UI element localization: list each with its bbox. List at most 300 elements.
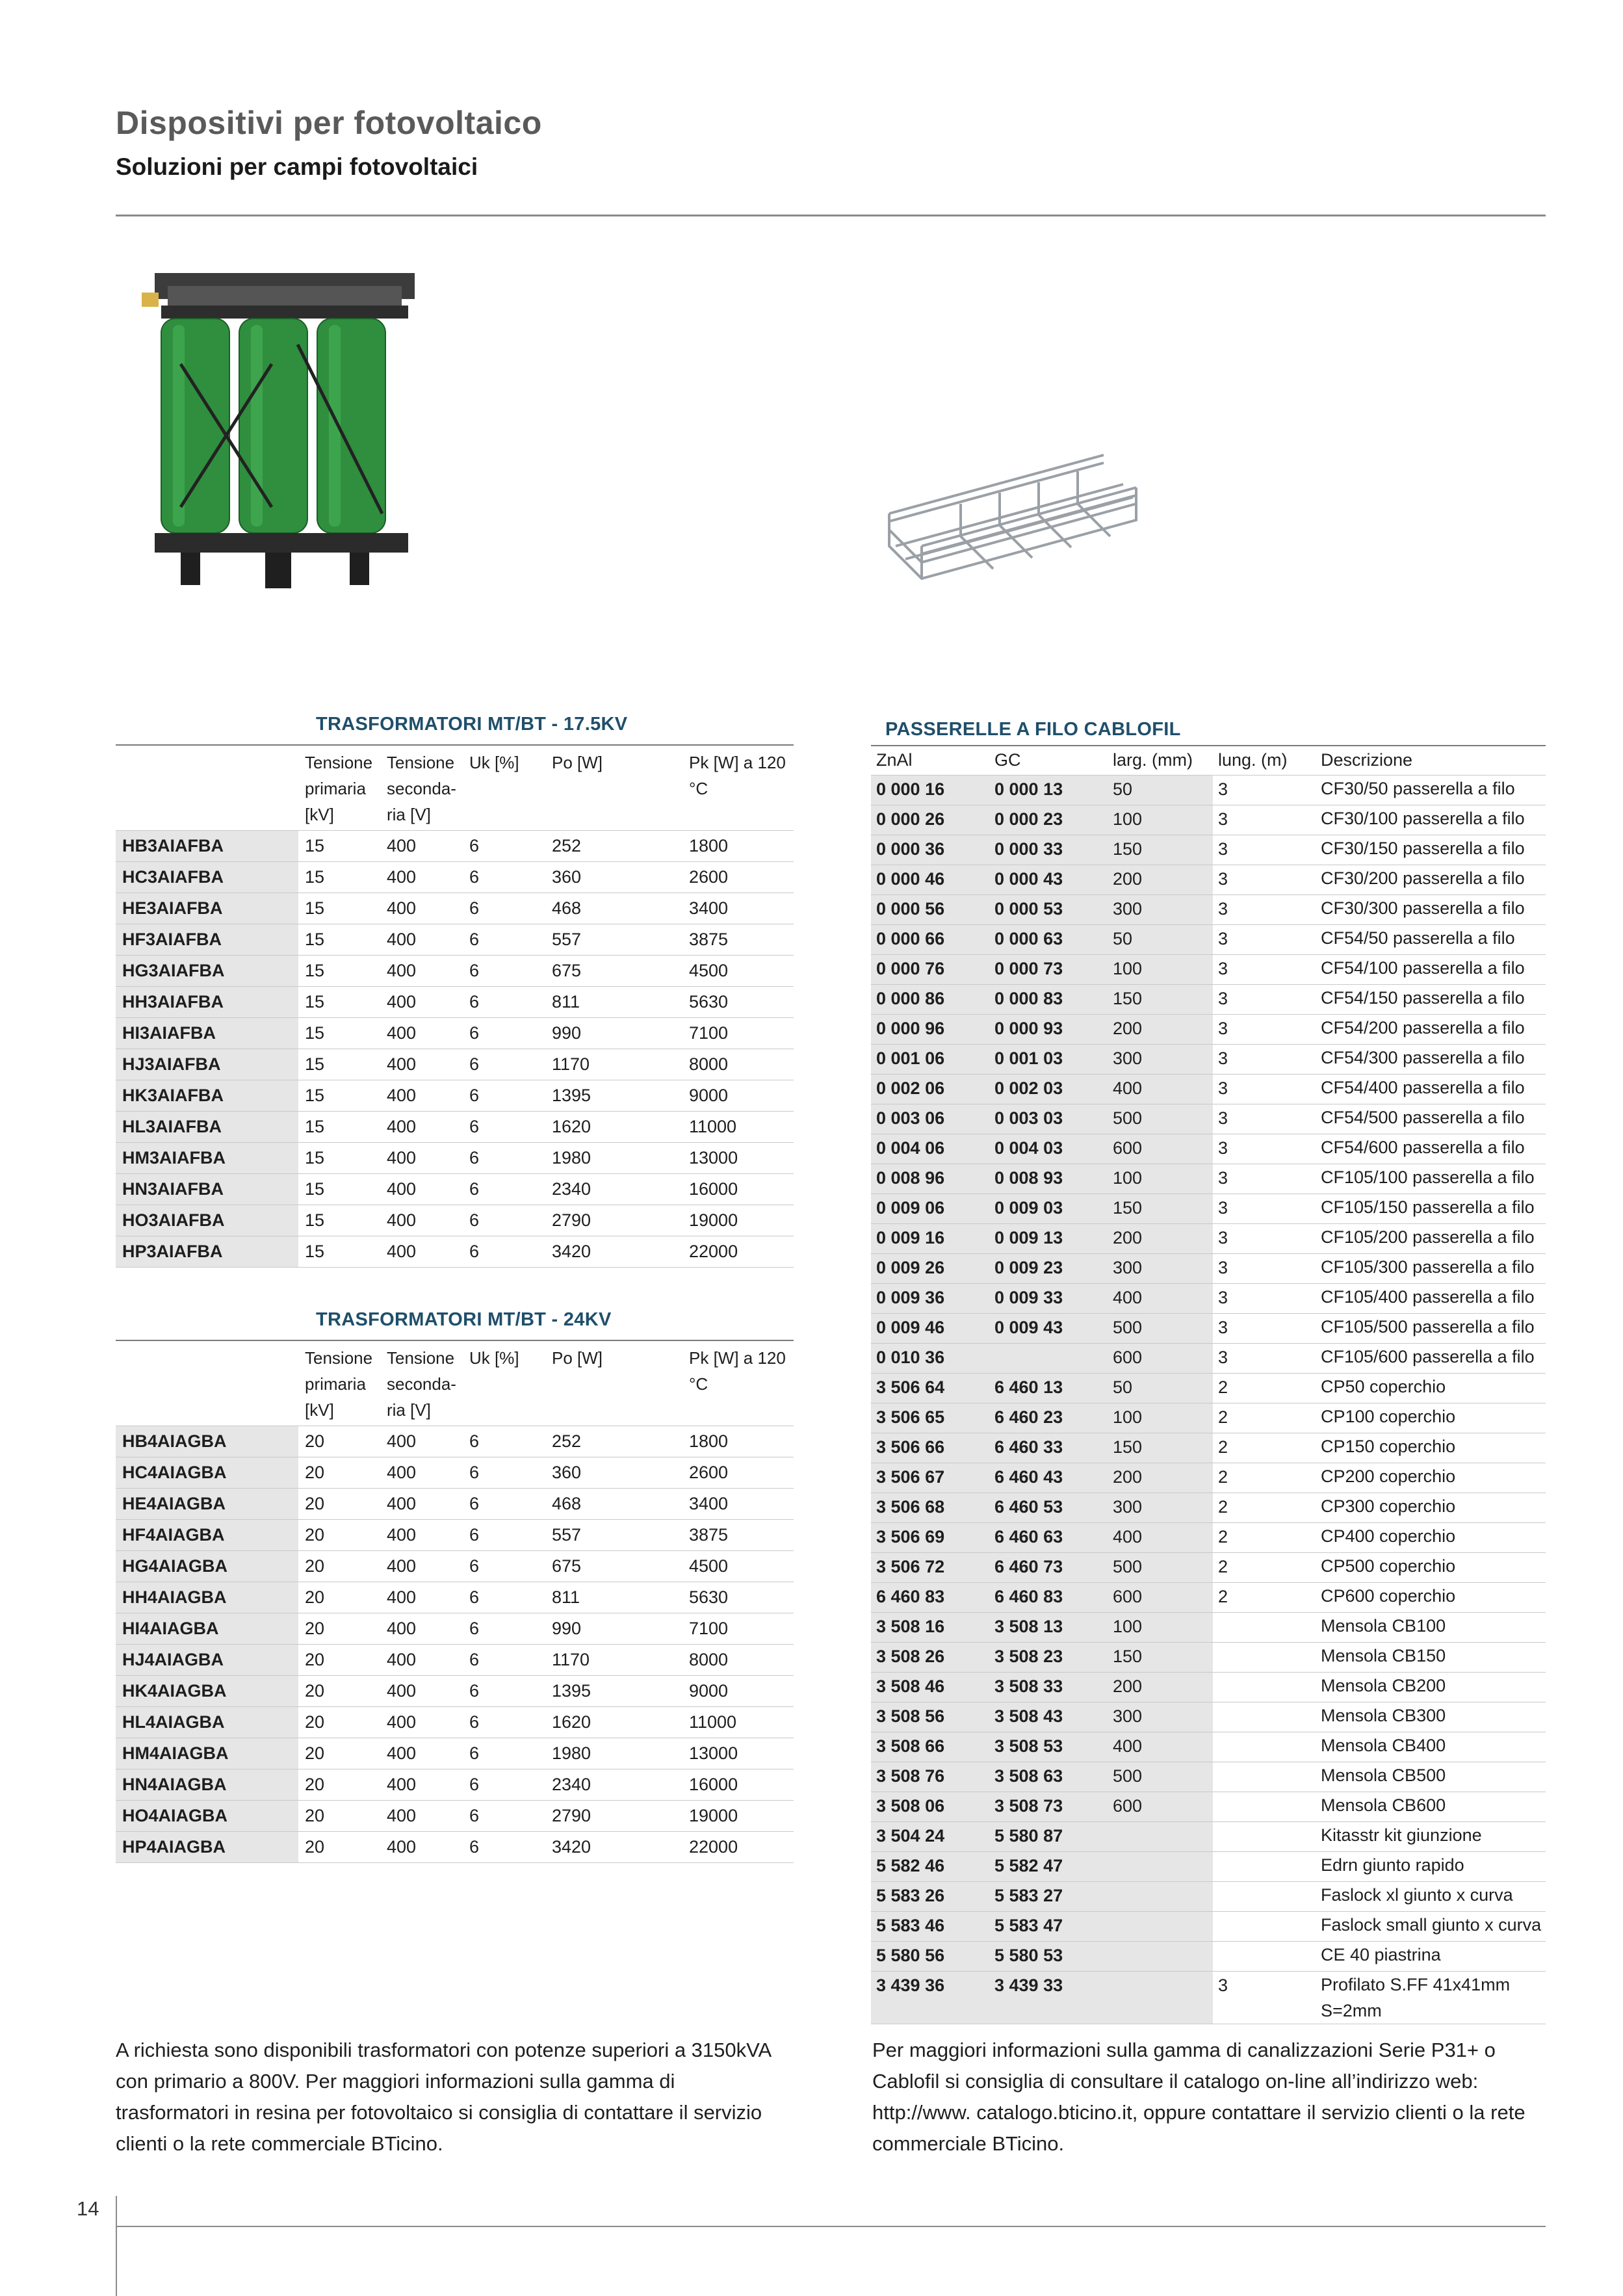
header-larg: larg. (mm) <box>1108 746 1213 776</box>
table-cell: 50 <box>1108 925 1213 955</box>
code-znal: 3 506 72 <box>871 1553 989 1583</box>
table-cell <box>1213 1732 1316 1762</box>
code-znal: 5 582 46 <box>871 1852 989 1882</box>
table-row <box>871 805 1546 835</box>
table-cell: CP300 coperchio <box>1316 1493 1546 1523</box>
table-cell: 6 <box>463 1832 545 1863</box>
code-znal: 0 009 06 <box>871 1194 989 1224</box>
table-cell: 400 <box>380 1520 463 1551</box>
table-cell: 2340 <box>545 1769 682 1801</box>
code-znal: 0 000 56 <box>871 895 989 925</box>
code-gc: 5 582 47 <box>989 1852 1108 1882</box>
table-cell: 6 <box>463 893 545 924</box>
product-code: HE3AIAFBA <box>116 893 298 924</box>
product-code: HH4AIAGBA <box>116 1582 298 1613</box>
table-cell: 3 <box>1213 1284 1316 1314</box>
table-cell <box>1108 1942 1213 1972</box>
table-row <box>871 1075 1546 1104</box>
header-descrizione: Descrizione <box>1316 746 1546 776</box>
code-znal: 3 508 66 <box>871 1732 989 1762</box>
table-cell: 300 <box>1108 895 1213 925</box>
code-gc: 6 460 63 <box>989 1523 1108 1553</box>
table-row <box>871 1762 1546 1792</box>
table-cell: 2 <box>1213 1523 1316 1553</box>
table-cell: 557 <box>545 924 682 956</box>
table-cell: 15 <box>298 1174 380 1205</box>
code-znal: 0 000 66 <box>871 925 989 955</box>
table-cell: 3 <box>1213 805 1316 835</box>
table-cell: Mensola CB400 <box>1316 1732 1546 1762</box>
code-znal: 3 508 16 <box>871 1613 989 1643</box>
table-row <box>116 1738 794 1769</box>
table-cell: 2600 <box>682 1457 794 1489</box>
code-gc: 0 009 03 <box>989 1194 1108 1224</box>
table-cell: 468 <box>545 1489 682 1520</box>
table-cell: Profilato S.FF 41x41mm S=2mm <box>1316 1972 1546 2024</box>
code-znal: 0 000 46 <box>871 865 989 895</box>
table-cell: 100 <box>1108 955 1213 985</box>
table-row <box>871 1433 1546 1463</box>
table-cell <box>1213 1613 1316 1643</box>
code-gc: 0 008 93 <box>989 1164 1108 1194</box>
header-code <box>116 745 298 831</box>
table-row <box>871 925 1546 955</box>
table-cell: 6 <box>463 1520 545 1551</box>
product-code: HB4AIAGBA <box>116 1426 298 1457</box>
table-cell: 500 <box>1108 1762 1213 1792</box>
table-row <box>116 1707 794 1738</box>
table-cell: 20 <box>298 1426 380 1457</box>
table-cell: 600 <box>1108 1792 1213 1822</box>
table-row <box>871 1523 1546 1553</box>
table-row <box>871 1194 1546 1224</box>
table-row <box>871 1403 1546 1433</box>
table-cell: Mensola CB200 <box>1316 1673 1546 1702</box>
code-znal: 3 506 65 <box>871 1403 989 1433</box>
table-cell: 557 <box>545 1520 682 1551</box>
product-code: HM4AIAGBA <box>116 1738 298 1769</box>
table-row <box>871 1583 1546 1613</box>
table-cell <box>1213 1762 1316 1792</box>
table-row <box>116 1049 794 1080</box>
code-znal: 0 000 86 <box>871 985 989 1015</box>
table-cell: 15 <box>298 956 380 987</box>
product-code: HK4AIAGBA <box>116 1676 298 1707</box>
table-cell: 3 <box>1213 1194 1316 1224</box>
table-cell: 6 <box>463 1582 545 1613</box>
table-cell: 15 <box>298 1143 380 1174</box>
table-cell <box>1213 1643 1316 1673</box>
table-17kv <box>116 744 794 1268</box>
code-znal: 0 009 16 <box>871 1224 989 1254</box>
code-znal: 3 508 56 <box>871 1702 989 1732</box>
header-tensione-secondaria: Tensione seconda-ria [V] <box>380 1340 463 1426</box>
code-gc: 3 508 23 <box>989 1643 1108 1673</box>
table-row <box>871 955 1546 985</box>
table-cell: 6 <box>463 1174 545 1205</box>
table-cell: 4500 <box>682 1551 794 1582</box>
table-cell: 16000 <box>682 1174 794 1205</box>
table-cell: 6 <box>463 862 545 893</box>
table-cell: 2 <box>1213 1583 1316 1613</box>
table-row <box>116 1489 794 1520</box>
table-cell: 990 <box>545 1613 682 1645</box>
table-cell: 20 <box>298 1801 380 1832</box>
code-znal: 3 508 46 <box>871 1673 989 1702</box>
table-cell: CF54/50 passerella a filo <box>1316 925 1546 955</box>
table-row <box>116 1457 794 1489</box>
table-cell: 400 <box>1108 1732 1213 1762</box>
code-gc: 6 460 13 <box>989 1374 1108 1403</box>
code-znal: 0 009 26 <box>871 1254 989 1284</box>
code-gc: 0 000 93 <box>989 1015 1108 1045</box>
table-cell: 20 <box>298 1551 380 1582</box>
table-cell: CF30/150 passerella a filo <box>1316 835 1546 865</box>
table-cell: CP500 coperchio <box>1316 1553 1546 1583</box>
table-cell: 15 <box>298 924 380 956</box>
table-row <box>116 1205 794 1236</box>
table-cell: 20 <box>298 1520 380 1551</box>
table-cell: 50 <box>1108 776 1213 805</box>
table-cell: CP100 coperchio <box>1316 1403 1546 1433</box>
product-code: HB3AIAFBA <box>116 831 298 862</box>
table-cell: 400 <box>380 1769 463 1801</box>
table-cell: 2790 <box>545 1205 682 1236</box>
table-cell: 200 <box>1108 1015 1213 1045</box>
table-row <box>871 985 1546 1015</box>
code-gc: 0 000 13 <box>989 776 1108 805</box>
table-cell: 6 <box>463 1205 545 1236</box>
table-cell: Mensola CB500 <box>1316 1762 1546 1792</box>
table-cell: 7100 <box>682 1613 794 1645</box>
table-cell: 400 <box>380 1205 463 1236</box>
table-cell: CF54/150 passerella a filo <box>1316 985 1546 1015</box>
table-cell: 3 <box>1213 925 1316 955</box>
table-cell: 2 <box>1213 1403 1316 1433</box>
table-cell: CF105/200 passerella a filo <box>1316 1224 1546 1254</box>
table-cell: 100 <box>1108 1403 1213 1433</box>
table-cell: CP400 coperchio <box>1316 1523 1546 1553</box>
table-cell: 200 <box>1108 1673 1213 1702</box>
table-cell: 400 <box>380 1582 463 1613</box>
table-cell: 1620 <box>545 1707 682 1738</box>
table-row <box>871 1792 1546 1822</box>
table-cell: 6 <box>463 1801 545 1832</box>
product-code: HO4AIAGBA <box>116 1801 298 1832</box>
table-row <box>871 1284 1546 1314</box>
table-cell: CF105/300 passerella a filo <box>1316 1254 1546 1284</box>
table-row <box>871 1344 1546 1374</box>
table-cell: 400 <box>380 1174 463 1205</box>
table-row <box>871 1942 1546 1972</box>
code-gc: 3 439 33 <box>989 1972 1108 2024</box>
code-znal: 0 009 46 <box>871 1314 989 1344</box>
code-gc: 0 000 43 <box>989 865 1108 895</box>
table-cell: 1980 <box>545 1143 682 1174</box>
header-lung: lung. (m) <box>1213 746 1316 776</box>
code-gc <box>989 1344 1108 1374</box>
table-cablofil-title: PASSERELLE A FILO CABLOFIL <box>885 719 1181 740</box>
code-gc: 0 002 03 <box>989 1075 1108 1104</box>
code-znal: 3 508 26 <box>871 1643 989 1673</box>
table-cell: 400 <box>380 1738 463 1769</box>
code-gc: 0 000 63 <box>989 925 1108 955</box>
code-znal: 0 000 76 <box>871 955 989 985</box>
transformer-image <box>142 260 415 592</box>
code-gc: 3 508 43 <box>989 1702 1108 1732</box>
table-row <box>871 1822 1546 1852</box>
table-cell: Mensola CB100 <box>1316 1613 1546 1643</box>
table-row <box>116 956 794 987</box>
table-cell: 8000 <box>682 1049 794 1080</box>
table-cell: 6 <box>463 1738 545 1769</box>
table-cell: 3 <box>1213 895 1316 925</box>
table-cell: 811 <box>545 1582 682 1613</box>
table-cell: 20 <box>298 1738 380 1769</box>
table-cell: 6 <box>463 1457 545 1489</box>
code-gc: 3 508 53 <box>989 1732 1108 1762</box>
table-row <box>116 1520 794 1551</box>
table-cell: 15 <box>298 987 380 1018</box>
table-cell: 6 <box>463 1645 545 1676</box>
table-row <box>116 1582 794 1613</box>
cable-tray-image <box>883 442 1149 592</box>
table-cell: 360 <box>545 862 682 893</box>
product-code: HJ3AIAFBA <box>116 1049 298 1080</box>
table-cell: 100 <box>1108 1613 1213 1643</box>
table-cell: 3 <box>1213 1015 1316 1045</box>
table-row <box>116 831 794 862</box>
table-cell: 15 <box>298 1049 380 1080</box>
table-cell: Faslock xl giunto x curva <box>1316 1882 1546 1912</box>
table-row <box>871 1972 1546 2024</box>
table-cell: 3 <box>1213 1104 1316 1134</box>
table-cell: 15 <box>298 1205 380 1236</box>
code-znal: 6 460 83 <box>871 1583 989 1613</box>
code-gc: 6 460 43 <box>989 1463 1108 1493</box>
table-cell: 2 <box>1213 1493 1316 1523</box>
table-cell: 500 <box>1108 1314 1213 1344</box>
code-gc: 0 004 03 <box>989 1134 1108 1164</box>
table-cell: 5630 <box>682 1582 794 1613</box>
table-24kv-title: TRASFORMATORI MT/BT - 24KV <box>316 1309 612 1330</box>
table-cell: 20 <box>298 1769 380 1801</box>
header-uk: Uk [%] <box>463 1340 545 1426</box>
table-row <box>871 1314 1546 1344</box>
table-cell: CF30/100 passerella a filo <box>1316 805 1546 835</box>
table-cell <box>1213 1912 1316 1942</box>
code-gc: 3 508 13 <box>989 1613 1108 1643</box>
table-cell: 3 <box>1213 1075 1316 1104</box>
table-cell: 675 <box>545 956 682 987</box>
code-znal: 3 506 64 <box>871 1374 989 1403</box>
table-cell: 400 <box>380 1143 463 1174</box>
table-row <box>871 1104 1546 1134</box>
table-row <box>871 1015 1546 1045</box>
table-row <box>116 1426 794 1457</box>
table-cell: CF30/200 passerella a filo <box>1316 865 1546 895</box>
table-cell: 3 <box>1213 1134 1316 1164</box>
table-cell: 400 <box>1108 1284 1213 1314</box>
page-subtitle: Soluzioni per campi fotovoltaici <box>116 153 478 180</box>
code-gc: 0 000 23 <box>989 805 1108 835</box>
code-gc: 0 000 73 <box>989 955 1108 985</box>
table-cell: 20 <box>298 1457 380 1489</box>
table-cell: 3 <box>1213 1164 1316 1194</box>
product-code: HJ4AIAGBA <box>116 1645 298 1676</box>
table-cell: 2 <box>1213 1433 1316 1463</box>
table-row <box>116 1174 794 1205</box>
code-znal: 0 002 06 <box>871 1075 989 1104</box>
table-cell: 20 <box>298 1613 380 1645</box>
header-tensione-primaria: Tensione primaria [kV] <box>298 1340 380 1426</box>
table-cell: CF105/100 passerella a filo <box>1316 1164 1546 1194</box>
table-24kv <box>116 1340 794 1863</box>
table-cell: CF105/600 passerella a filo <box>1316 1344 1546 1374</box>
table-row <box>871 835 1546 865</box>
table-cell: 400 <box>380 1236 463 1268</box>
table-cell: Mensola CB300 <box>1316 1702 1546 1732</box>
table-cell: 3 <box>1213 1045 1316 1075</box>
code-znal: 0 003 06 <box>871 1104 989 1134</box>
table-row <box>116 893 794 924</box>
table-cell: 3 <box>1213 1254 1316 1284</box>
table-row <box>116 1613 794 1645</box>
table-cell <box>1213 1942 1316 1972</box>
table-cell: 6 <box>463 1049 545 1080</box>
table-cell: CF54/600 passerella a filo <box>1316 1134 1546 1164</box>
table-cell: CF105/500 passerella a filo <box>1316 1314 1546 1344</box>
table-row <box>116 1236 794 1268</box>
table-cell: 8000 <box>682 1645 794 1676</box>
top-divider <box>116 215 1546 216</box>
table-cell: 300 <box>1108 1045 1213 1075</box>
table-cell: 200 <box>1108 1463 1213 1493</box>
table-cell: 19000 <box>682 1205 794 1236</box>
code-znal: 0 000 26 <box>871 805 989 835</box>
header-uk: Uk [%] <box>463 745 545 831</box>
product-code: HC4AIAGBA <box>116 1457 298 1489</box>
table-cell: 6 <box>463 1613 545 1645</box>
table-cell: 1395 <box>545 1080 682 1112</box>
table-cell: 4500 <box>682 956 794 987</box>
page-number: 14 <box>77 2197 99 2220</box>
table-cell: 15 <box>298 862 380 893</box>
table-cell: 2340 <box>545 1174 682 1205</box>
table-cell: 3 <box>1213 1224 1316 1254</box>
table-cell: 15 <box>298 1080 380 1112</box>
table-row <box>871 1164 1546 1194</box>
table-cell: 3 <box>1213 1972 1316 2024</box>
code-znal: 0 008 96 <box>871 1164 989 1194</box>
table-cell: 2 <box>1213 1374 1316 1403</box>
table-cell: CF54/200 passerella a filo <box>1316 1015 1546 1045</box>
table-cell: 200 <box>1108 1224 1213 1254</box>
page-title: Dispositivi per fotovoltaico <box>116 105 542 141</box>
table-row <box>116 987 794 1018</box>
table-cell: CF54/100 passerella a filo <box>1316 955 1546 985</box>
table-cell: 1170 <box>545 1049 682 1080</box>
table-cell: 500 <box>1108 1104 1213 1134</box>
code-znal: 3 439 36 <box>871 1972 989 2024</box>
code-gc: 3 508 33 <box>989 1673 1108 1702</box>
table-cell: 300 <box>1108 1493 1213 1523</box>
table-cell: 3 <box>1213 865 1316 895</box>
table-row <box>116 1112 794 1143</box>
product-code: HH3AIAFBA <box>116 987 298 1018</box>
table-row <box>116 1645 794 1676</box>
table-row <box>116 1018 794 1049</box>
table-row <box>871 1673 1546 1702</box>
header-gc: GC <box>989 746 1108 776</box>
table-row <box>871 1045 1546 1075</box>
code-znal: 3 506 67 <box>871 1463 989 1493</box>
table-row <box>116 1769 794 1801</box>
table-cell: 400 <box>380 1613 463 1645</box>
table-cell: 20 <box>298 1832 380 1863</box>
product-code: HI3AIAFBA <box>116 1018 298 1049</box>
table-cell: CP150 coperchio <box>1316 1433 1546 1463</box>
table-cell: 22000 <box>682 1832 794 1863</box>
code-gc: 6 460 83 <box>989 1583 1108 1613</box>
code-gc: 0 003 03 <box>989 1104 1108 1134</box>
table-cell: 400 <box>380 1645 463 1676</box>
product-code: HO3AIAFBA <box>116 1205 298 1236</box>
table-cell: 6 <box>463 1018 545 1049</box>
table-row <box>871 776 1546 805</box>
table-cell: 6 <box>463 924 545 956</box>
table-cell: 2 <box>1213 1553 1316 1583</box>
table-cell <box>1108 1882 1213 1912</box>
table-cell: CP50 coperchio <box>1316 1374 1546 1403</box>
table-cell: Edrn giunto rapido <box>1316 1852 1546 1882</box>
note-transformers: A richiesta sono disponibili trasformatori con potenze superiori a 3150kVA con primario a 800V. Per maggiori informazioni sulla gamma di trasformatori in resina per fotovoltaico si consiglia di contattare il servizio clienti o la rete commerciale BTicino. <box>116 2039 771 2155</box>
code-gc: 6 460 73 <box>989 1553 1108 1583</box>
header-pk: Pk [W] a 120 °C <box>682 1340 794 1426</box>
product-code: HC3AIAFBA <box>116 862 298 893</box>
table-cell: 11000 <box>682 1112 794 1143</box>
table-cell: 100 <box>1108 1164 1213 1194</box>
code-gc: 0 009 43 <box>989 1314 1108 1344</box>
table-row <box>871 1732 1546 1762</box>
table-cell: 6 <box>463 1489 545 1520</box>
table-cell: Kitasstr kit giunzione <box>1316 1822 1546 1852</box>
table-cell: 400 <box>380 1426 463 1457</box>
table-cell: 1620 <box>545 1112 682 1143</box>
code-gc: 0 009 33 <box>989 1284 1108 1314</box>
table-row <box>871 895 1546 925</box>
table-cell: 1980 <box>545 1738 682 1769</box>
table-cell: 1395 <box>545 1676 682 1707</box>
table-cell: 9000 <box>682 1676 794 1707</box>
table-cell: 6 <box>463 1080 545 1112</box>
table-cell <box>1213 1673 1316 1702</box>
header-code <box>116 1340 298 1426</box>
code-gc: 6 460 33 <box>989 1433 1108 1463</box>
table-cell: 16000 <box>682 1769 794 1801</box>
table-cell: Mensola CB600 <box>1316 1792 1546 1822</box>
table-17kv-title: TRASFORMATORI MT/BT - 17.5KV <box>316 714 628 735</box>
table-cell: CF105/400 passerella a filo <box>1316 1284 1546 1314</box>
table-cell: Faslock small giunto x curva <box>1316 1912 1546 1942</box>
table-cell <box>1108 1972 1213 2024</box>
code-znal: 5 580 56 <box>871 1942 989 1972</box>
table-cell: 500 <box>1108 1553 1213 1583</box>
table-row <box>116 1080 794 1112</box>
header-tensione-secondaria: Tensione seconda-ria [V] <box>380 745 463 831</box>
table-row <box>871 1493 1546 1523</box>
product-code: HF3AIAFBA <box>116 924 298 956</box>
